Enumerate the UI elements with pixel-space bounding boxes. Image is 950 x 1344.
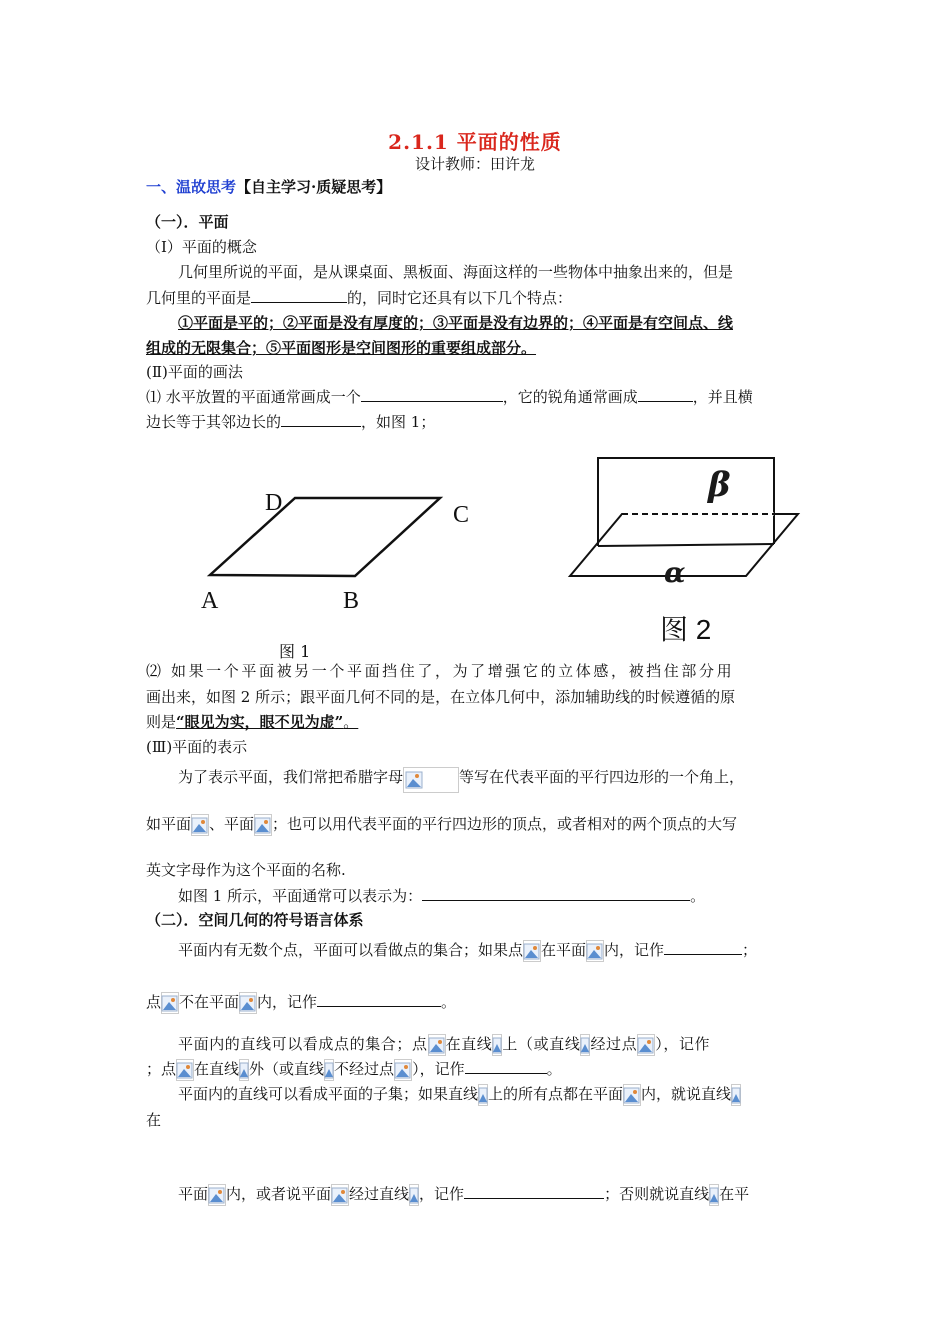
broken-image-icon: [254, 814, 272, 836]
broken-image-icon: [403, 767, 459, 789]
para1-line2-b: 的，同时它还具有以下几个特点：: [347, 289, 573, 307]
sym3-c: 上（或直线: [502, 1035, 581, 1053]
bold-line2: 组成的无限集合；⑤平面图形是空间图形的重要组成部分。: [146, 339, 537, 357]
broken-image-icon: [478, 1084, 488, 1106]
broken-image-icon: [523, 940, 541, 962]
broken-image-icon: [428, 1034, 446, 1056]
blank-field[interactable]: [638, 387, 693, 402]
sym6-e: ；否则就说直线: [604, 1185, 710, 1203]
broken-image-icon: [492, 1034, 502, 1056]
sym4-f: 。: [546, 1060, 562, 1078]
sym-line2: [146, 988, 456, 1016]
rep-line4-b: 。: [690, 887, 706, 905]
bold-line1: ①平面是平的；②平面是没有厚度的；③平面是没有边界的；④平面是有空间点、线: [178, 314, 734, 332]
broken-image-icon: [239, 992, 257, 1014]
sym3-a: 平面内的直线可以看成点的集合；点: [178, 1035, 428, 1053]
blank-field[interactable]: [281, 412, 361, 427]
broken-image-icon: [586, 940, 604, 962]
rep-line3: 英文字母作为这个平面的名称.: [146, 861, 346, 879]
blank-field[interactable]: [664, 940, 742, 955]
intersection-line: [598, 544, 774, 546]
sym6-c: 经过直线: [349, 1185, 410, 1203]
rep-line4: [178, 886, 705, 906]
sym4-d: 不经过点: [334, 1060, 395, 1078]
sym-line6: [178, 1181, 749, 1207]
sym4-a: ；点: [146, 1060, 177, 1078]
draw2-line3-c: 。: [343, 713, 359, 731]
sym6-a: 平面: [178, 1185, 209, 1203]
blank-field[interactable]: [465, 1059, 547, 1074]
sym5-a: 平面内的直线可以看成平面的子集；如果直线: [178, 1085, 479, 1103]
draw1-b: ，它的锐角通常画成: [502, 388, 638, 406]
sym6-f: 在平: [719, 1185, 750, 1203]
parallelogram-shape: [210, 498, 440, 576]
broken-image-icon: [623, 1084, 641, 1106]
sym3-d: 经过点: [590, 1035, 638, 1053]
draw1-line2-a: 边长等于其邻边长的: [146, 413, 282, 431]
rep-line1: [178, 763, 744, 791]
section1-bracket: 【自主学习·质疑思考】: [236, 178, 392, 196]
sub1-heading: （Ⅰ）平面的概念: [146, 238, 257, 256]
broken-image-icon: [239, 1059, 249, 1081]
label-c: C: [453, 502, 470, 528]
sym4-c: 外（或直线: [249, 1060, 325, 1078]
draw2-line1: ⑵ 如果一个平面被另一个平面挡住了，为了增强它的立体感，被挡住部分用: [146, 662, 735, 680]
sym5-c: 内，就说直线: [641, 1085, 732, 1103]
sym4-e: ），记作: [412, 1060, 465, 1078]
draw2-line3-a: 则是: [146, 713, 177, 731]
blank-field[interactable]: [251, 288, 347, 303]
sym3-b: 在直线: [445, 1035, 493, 1053]
draw1-line2: [146, 412, 435, 432]
broken-image-icon: [731, 1084, 741, 1106]
principle-text: “眼见为实，眼不见为虚”: [176, 713, 344, 731]
figure2-caption: 图 2: [660, 614, 712, 645]
sym6-b: 内，或者说平面: [226, 1185, 332, 1203]
broken-image-icon: [176, 1059, 194, 1081]
draw1-line1: [146, 387, 753, 407]
broken-image-icon: [709, 1184, 719, 1206]
teacher-name: 设计教师：田许龙: [414, 155, 535, 173]
label-d: D: [265, 490, 283, 516]
page-title: 2.1.1 平面的性质: [388, 130, 562, 154]
sym1-a: 平面内有无数个点，平面可以看做点的集合；如果点: [178, 941, 524, 959]
part2-heading: （二）．空间几何的符号语言体系: [146, 911, 364, 929]
sym-line5: [178, 1081, 741, 1107]
sub3-heading: (Ⅲ)平面的表示: [146, 738, 248, 756]
para1-line2: [146, 288, 572, 308]
broken-image-icon: [394, 1059, 412, 1081]
sym2-c: 内，记作: [257, 993, 318, 1011]
broken-image-icon: [191, 814, 209, 836]
sym1-b: 在平面: [541, 941, 587, 959]
broken-image-icon: [161, 992, 179, 1014]
draw1-a: ⑴ 水平放置的平面通常画成一个: [146, 388, 361, 406]
rep-line4-a: 如图 1 所示，平面通常可以表示为：: [178, 887, 423, 905]
sym1-c: 内，记作: [604, 941, 665, 959]
broken-image-icon: [580, 1034, 590, 1056]
rep-line2: [146, 810, 737, 838]
broken-image-icon: [409, 1184, 419, 1206]
blank-field[interactable]: [422, 886, 690, 901]
broken-image-icon: [208, 1184, 226, 1206]
part1-heading: （一）．平面: [146, 213, 229, 231]
rep-line2-a: 如平面: [146, 815, 192, 833]
label-a: A: [201, 588, 219, 614]
sym4-b: 在直线: [194, 1060, 240, 1078]
para1-line1: 几何里所说的平面，是从课桌面、黑板面、海面这样的一些物体中抽象出来的，但是: [178, 263, 734, 281]
section1-heading: [146, 177, 391, 197]
rep-line2-c: ；也可以用代表平面的平行四边形的顶点，或者相对的两个顶点的大写: [272, 815, 738, 833]
sym5-b: 上的所有点都在平面: [488, 1085, 624, 1103]
rep-line2-b: 、平面: [209, 815, 255, 833]
sym3-e: ），记作: [655, 1035, 711, 1053]
broken-image-icon: [324, 1059, 334, 1081]
beta-plane: [598, 458, 774, 546]
draw2-line2: 画出来，如图 2 所示；跟平面几何不同的是，在立体几何中，添加辅助线的时候遵循的原: [146, 688, 736, 706]
blank-field[interactable]: [464, 1184, 604, 1199]
figure1-caption: 图 1: [279, 642, 311, 661]
para1-line2-a: 几何里的平面是: [146, 289, 252, 307]
sym-line3: [178, 1031, 710, 1057]
sym-line1: [178, 936, 757, 964]
sym-line5b: 在: [146, 1111, 162, 1129]
sym1-d: ；: [742, 941, 758, 959]
sym-line4: [146, 1056, 562, 1082]
sym2-b: 不在平面: [179, 993, 240, 1011]
blank-field[interactable]: [317, 992, 441, 1007]
sym2-d: 。: [441, 993, 457, 1011]
beta-label: β: [708, 465, 731, 505]
alpha-label: α: [664, 556, 686, 589]
sub2-heading: (Ⅱ)平面的画法: [146, 363, 243, 381]
figure1-parallelogram: [190, 480, 490, 665]
draw2-line3: [146, 712, 358, 732]
section1-title: 一、温故思考: [146, 178, 237, 196]
rep-line1-a: 为了表示平面，我们常把希腊字母: [178, 768, 404, 786]
label-b: B: [343, 588, 360, 614]
broken-image-icon: [637, 1034, 655, 1056]
draw1-c: ，并且横: [692, 388, 753, 406]
broken-image-icon: [331, 1184, 349, 1206]
blank-field[interactable]: [361, 387, 503, 402]
sym6-d: ，记作: [419, 1185, 465, 1203]
rep-line1-b: 等写在代表平面的平行四边形的一个角上，: [459, 768, 745, 786]
sym2-a: 点: [146, 993, 162, 1011]
draw1-line2-b: ，如图 1；: [361, 413, 436, 431]
